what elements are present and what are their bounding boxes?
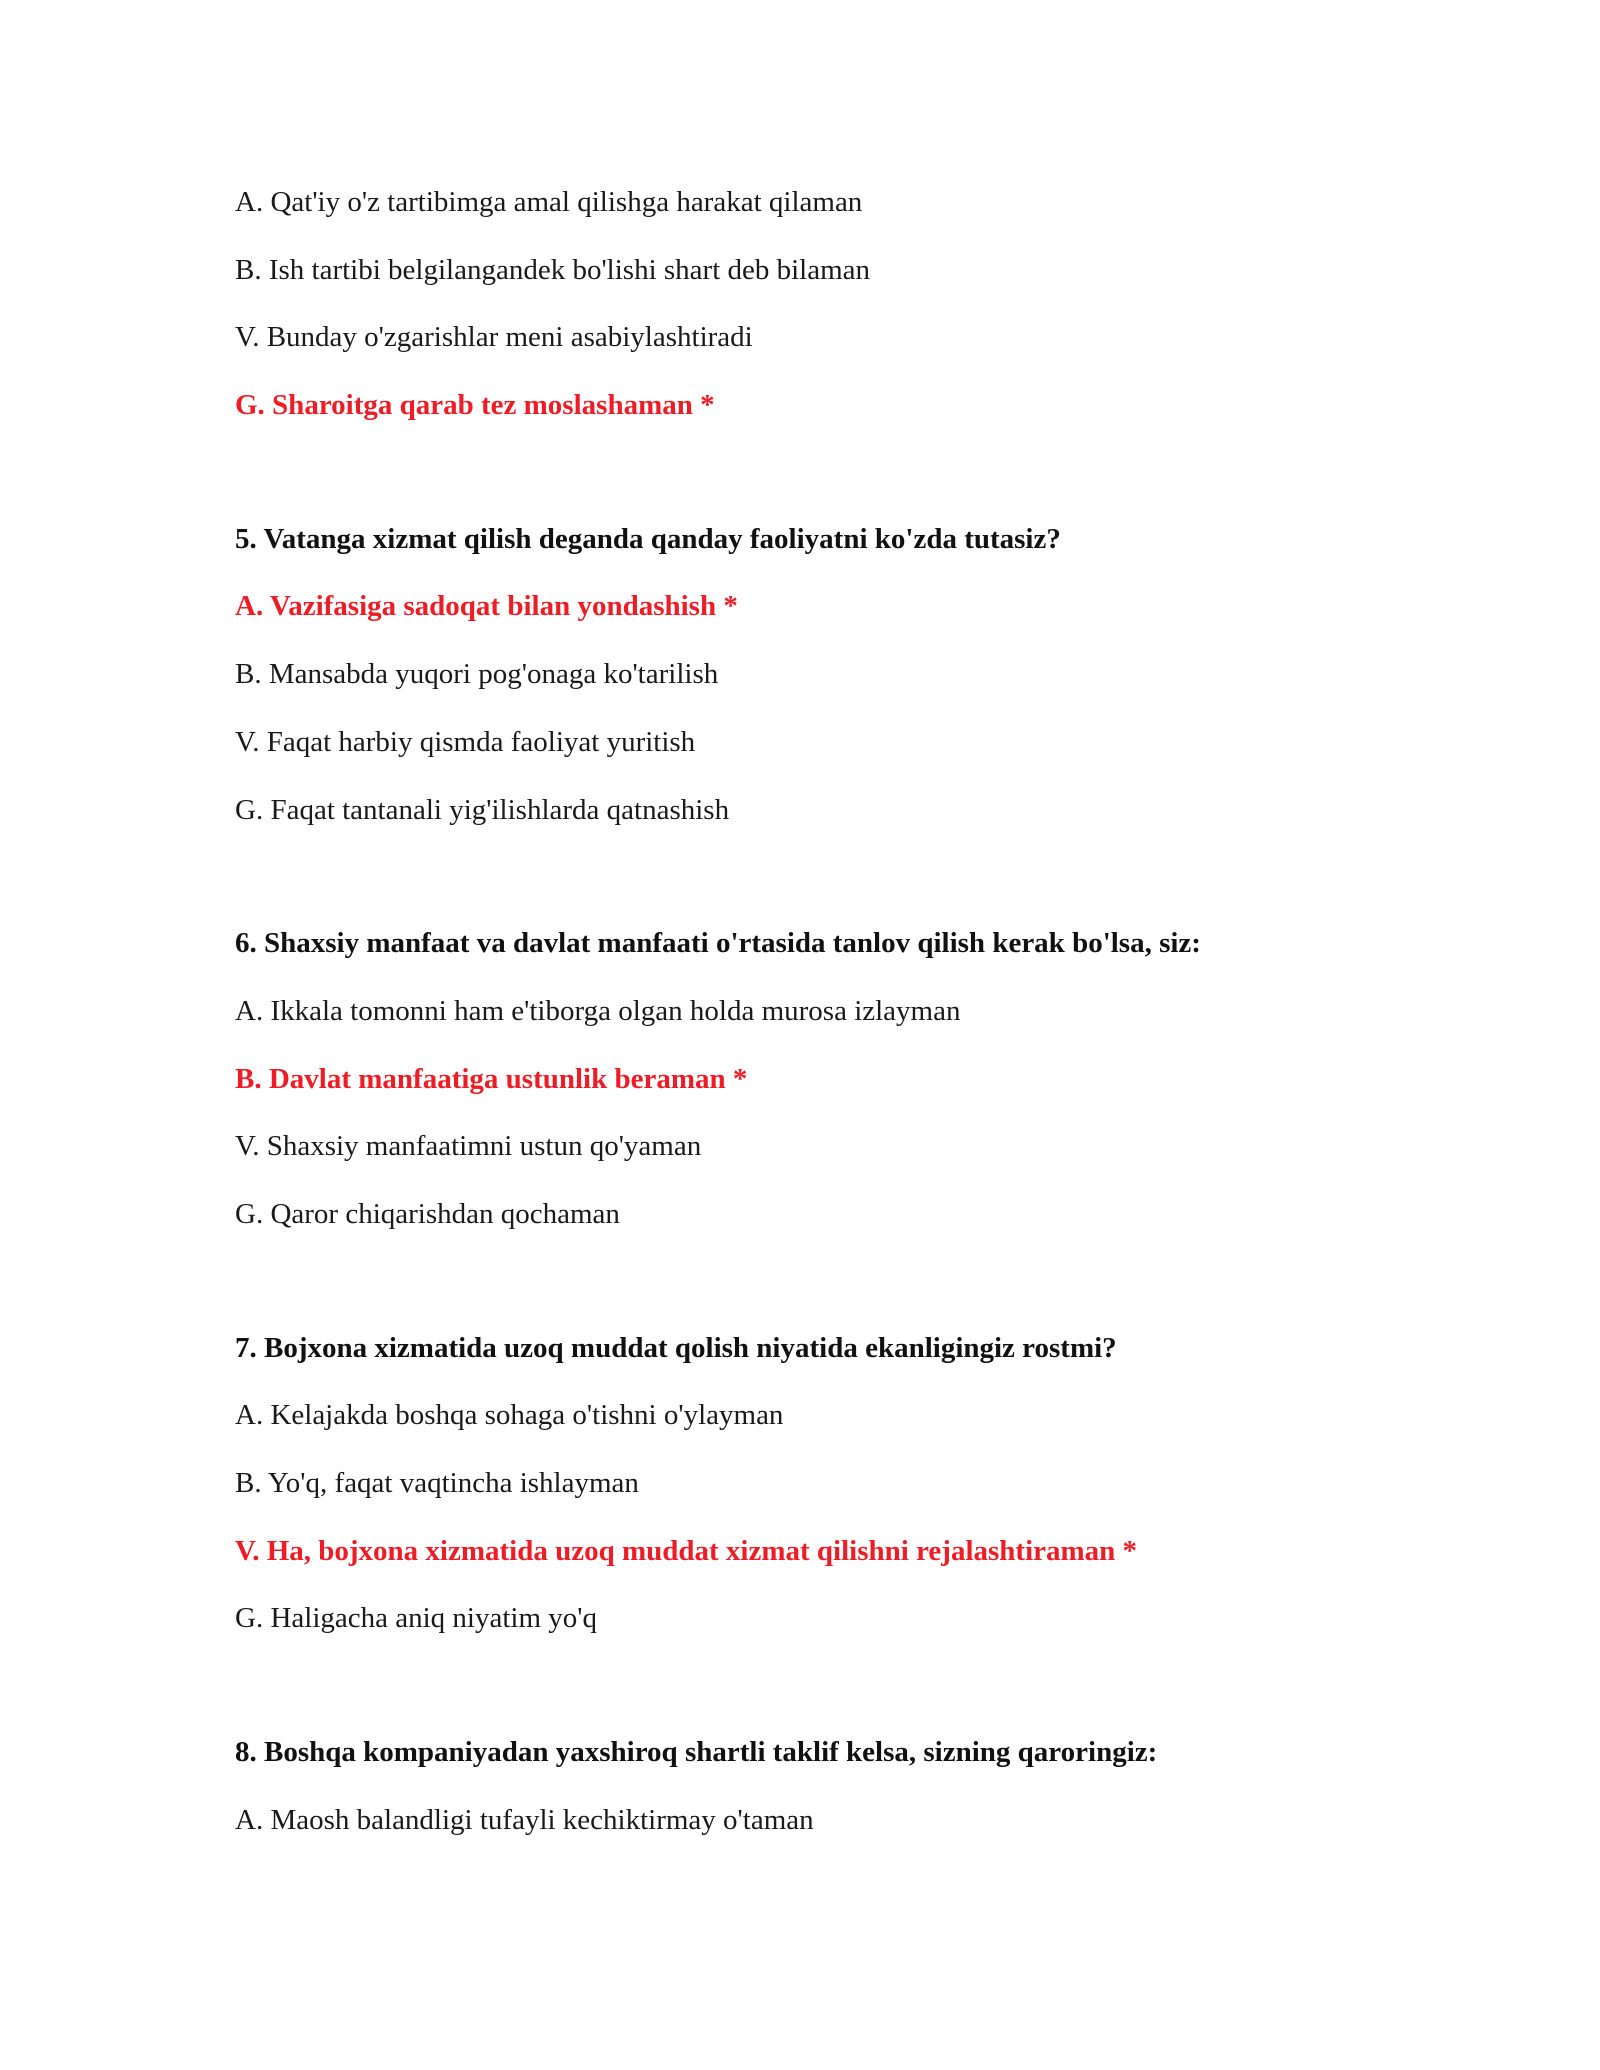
question-6: 6. Shaxsiy manfaat va davlat manfaati o'rtasida tanlov qilish kerak bo'lsa, siz: <box>235 927 1201 960</box>
question-separator <box>235 456 1415 522</box>
question-separator <box>235 1265 1415 1331</box>
option-a: A. Kelajakda boshqa sohaga o'tishni o'ylayman <box>235 1399 784 1432</box>
option-v: V. Shaxsiy manfaatimni ustun qo'yaman <box>235 1130 702 1163</box>
option-g: G. Faqat tantanali yig'ilishlarda qatnashish <box>235 793 730 826</box>
option-g: G. Qaror chiqarishdan qochaman <box>235 1197 620 1230</box>
document-page <box>235 185 1415 1870</box>
option-b: B. Mansabda yuqori pog'onaga ko'tarilish <box>235 658 719 691</box>
option-b: B. Ish tartibi belgilangandek bo'lishi shart deb bilaman <box>235 253 871 286</box>
option-a: A. Maosh balandligi tufayli kechiktirmay o'taman <box>235 1803 814 1836</box>
question-7: 7. Bojxona xizmatida uzoq muddat qolish niyatida ekanligingiz rostmi? <box>235 1331 1117 1364</box>
option-b-correct: B. Davlat manfaatiga ustunlik beraman * <box>235 1062 748 1095</box>
option-g-correct: G. Sharoitga qarab tez moslashaman * <box>235 389 715 422</box>
option-v: V. Faqat harbiy qismda faoliyat yuritish <box>235 725 696 758</box>
question-5: 5. Vatanga xizmat qilish deganda qanday faoliyatni ko'zda tutasiz? <box>235 522 1061 555</box>
option-a: A. Qat'iy o'z tartibimga amal qilishga harakat qilaman <box>235 186 863 218</box>
option-b: B. Yo'q, faqat vaqtincha ishlayman <box>235 1467 639 1499</box>
question-8: 8. Boshqa kompaniyadan yaxshiroq shartli taklif kelsa, sizning qaroringiz: <box>235 1736 1158 1769</box>
option-a-correct: A. Vazifasiga sadoqat bilan yondashish * <box>235 590 738 623</box>
question-separator <box>235 860 1415 926</box>
option-v: V. Bunday o'zgarishlar meni asabiylashtiradi <box>235 321 753 354</box>
option-g: G. Haligacha aniq niyatim yo'q <box>235 1602 597 1635</box>
option-a: A. Ikkala tomonni ham e'tiborga olgan holda murosa izlayman <box>235 994 961 1027</box>
option-v-correct: V. Ha, bojxona xizmatida uzoq muddat xizmat qilishni rejalashtiraman * <box>235 1534 1138 1567</box>
question-separator <box>235 1669 1415 1735</box>
